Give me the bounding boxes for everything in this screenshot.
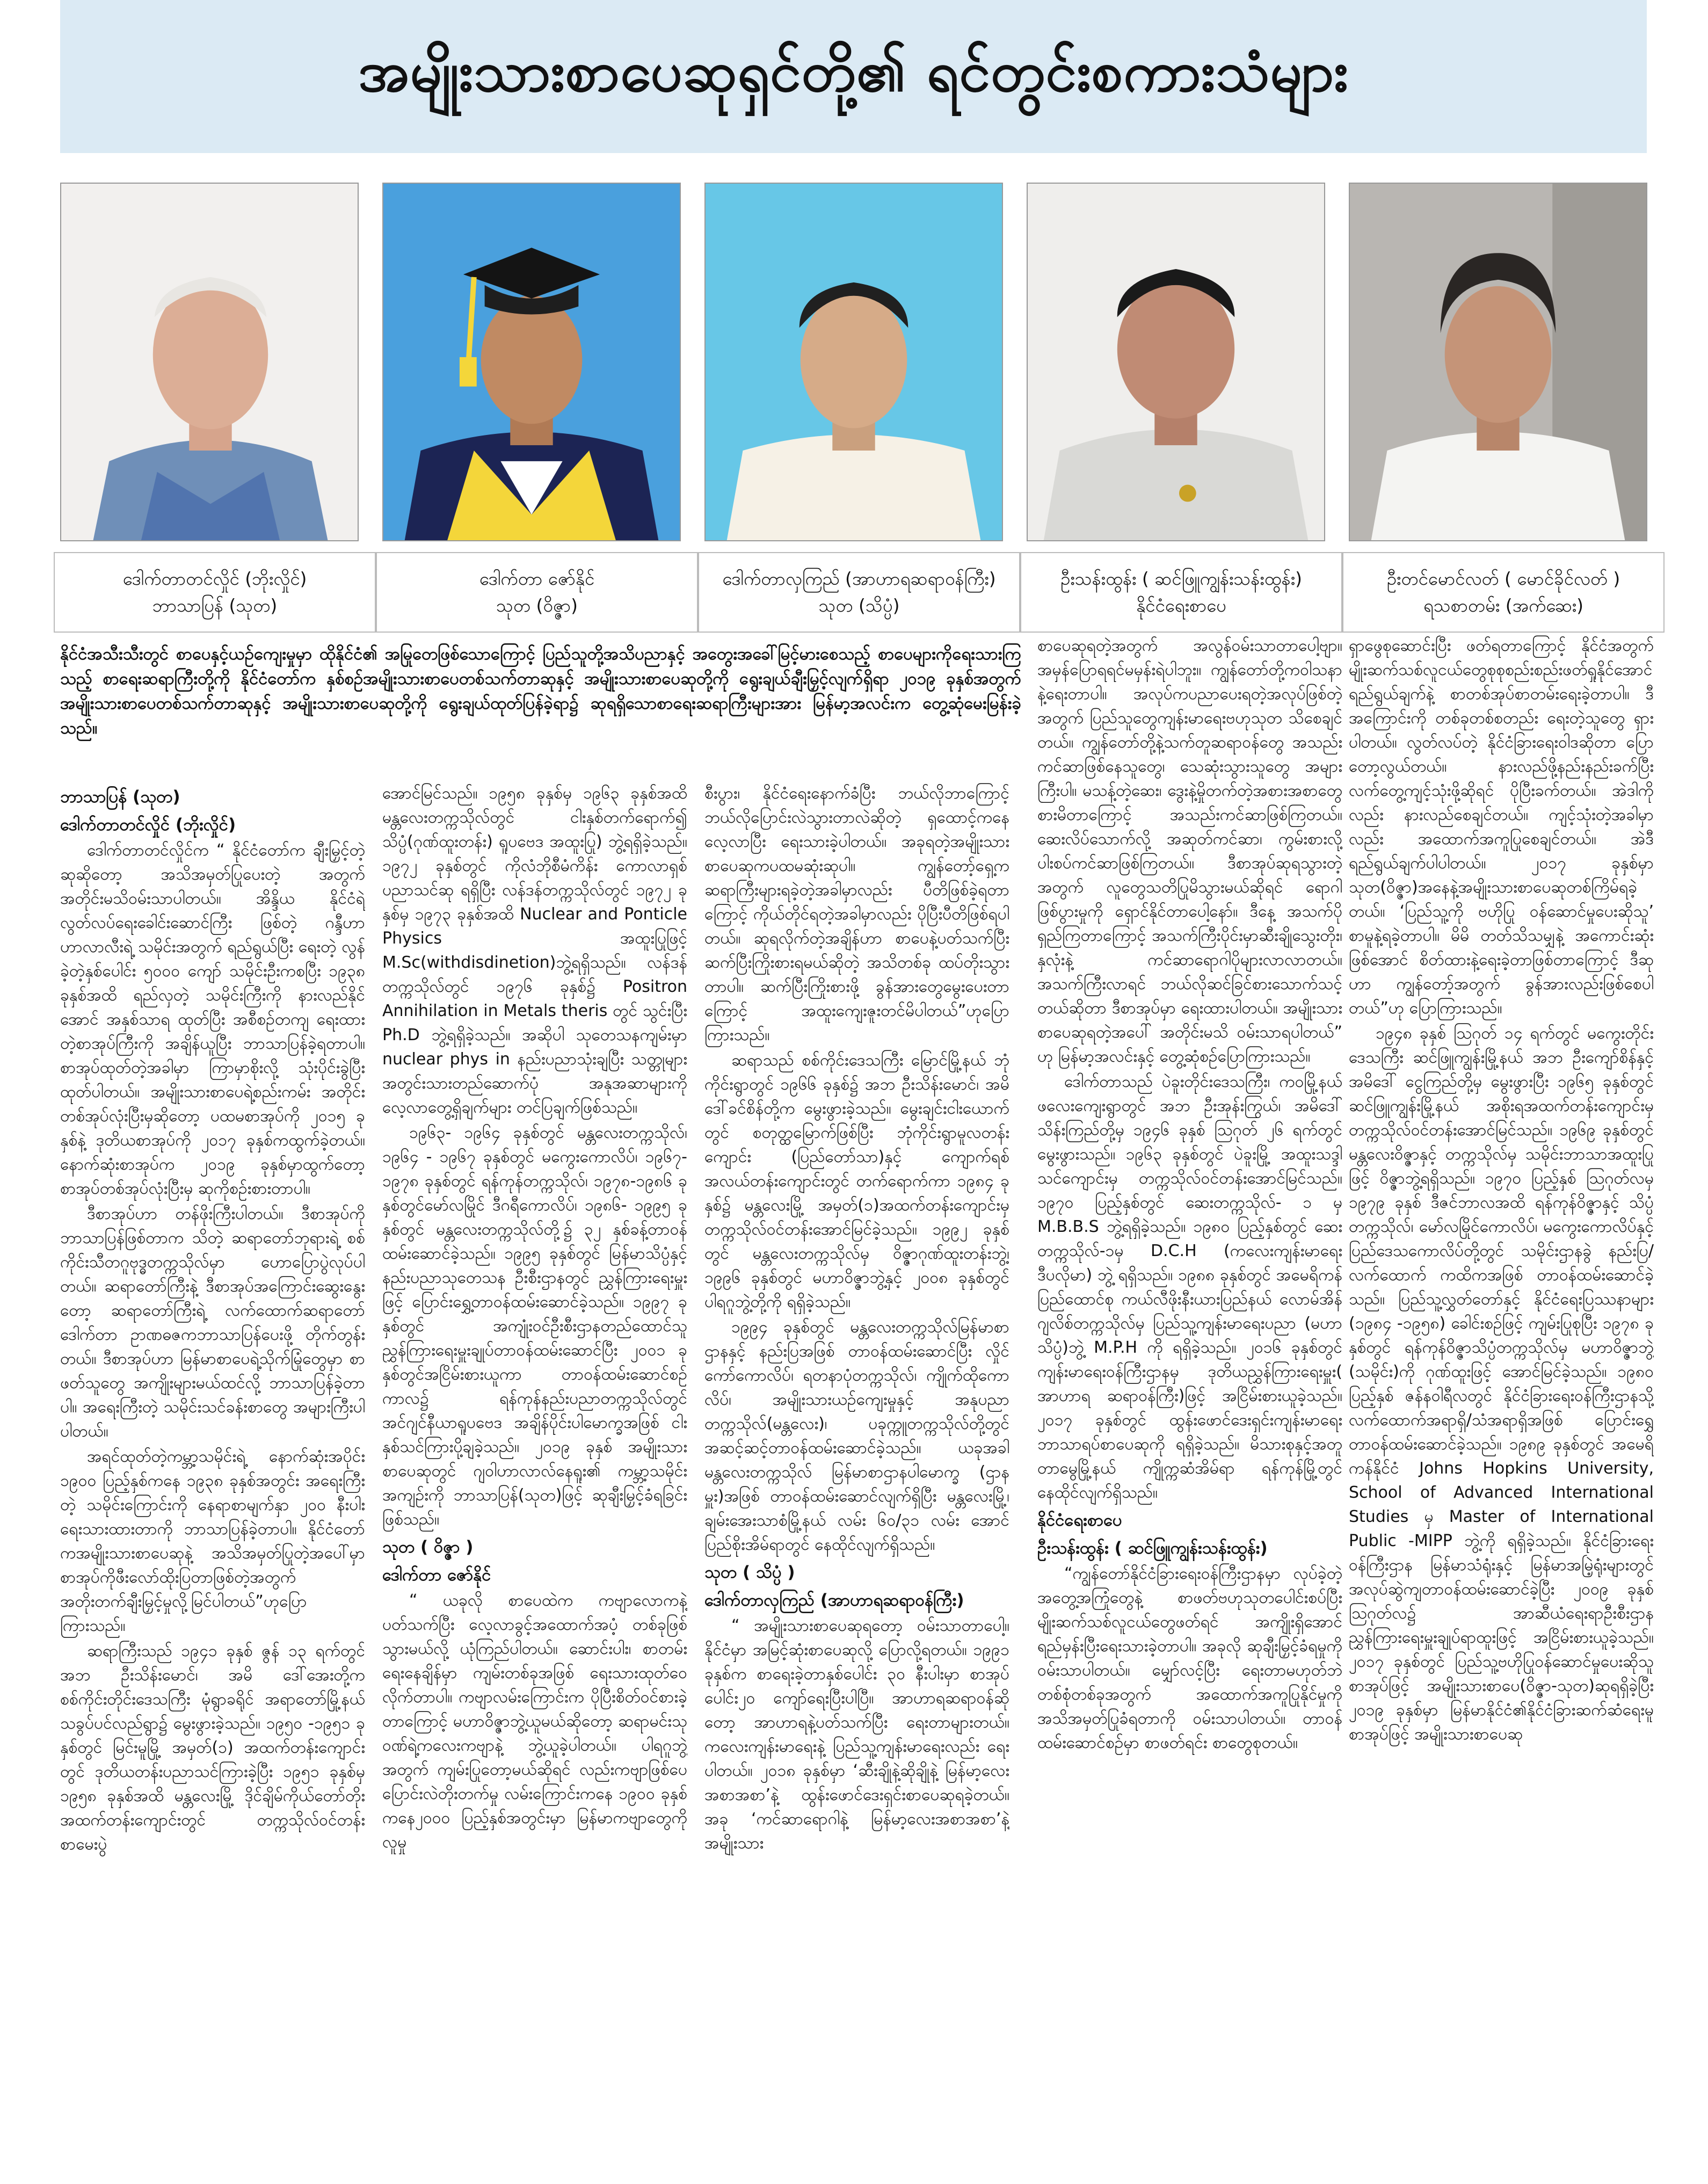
section-heading: သုတ ( ဝိဇ္ဇာ )	[382, 1537, 474, 1557]
article-column-3	[704, 781, 1009, 2172]
article-paragraph: “ကျွန်တော်နိုင်ငံခြားရေးဝန်ကြီးဌာနမှာ လုပ်ခဲ့တဲ့အတွေ့အကြုံတွေနဲ့ စာဖတ်ဗဟုသုတပေါင်းစပ်ပြီး မျိုးဆက်သစ်လူငယ်တွေဖတ်ရင် အကျိုးရှိအောင် ရည်မှန်းပြီးရေးသားခဲ့တာပါ။ အခုလို ဆုချီးမြှင့်ခံရမှုကို ဝမ်းသာပါတယ်။ မျှော်လင့်ပြီး ရေးတာမဟုတ်ဘဲ တစ်စုံတစ်ခုအတွက် အထောက်အကူပြုနိုင်မှုကို အသိအမှတ်ပြုခံရတာကို ဝမ်းသာပါတယ်။ တာဝန်ထမ်းဆောင်စဉ်မှာ စာဖတ်ရင်း စာတွေစုတယ်။	[1037, 1564, 1342, 1752]
article-column-2	[382, 781, 687, 2172]
section-heading: ဦးသန်းထွန်း ( ဆင်ဖြူကျွန်းသန်းထွန်း)	[1037, 1539, 1268, 1558]
photo-caption-4	[1020, 552, 1342, 633]
caption-category: သုတ (ဝိဇ္ဇာ)	[496, 595, 578, 616]
caption-name: ဒေါက်တာတင်လှိုင် (ဘိုးလှိုင်)	[122, 568, 307, 589]
article-paragraph: “ ယခုလို စာပေထဲက ကဗျာလောကနဲ့ ပတ်သက်ပြီး လေ့လာခွင့်အထောက်အပံ့ တစ်ခုဖြစ်သွားမယ်လို့ ယုံကြည်ပါတယ်။ ဆောင်းပါး၊ စာတမ်းရေးနေချိန်မှာ ကျမ်းတစ်ခုအဖြစ် ရေးသားထုတ်ဝေလိုက်တာပါ။ ကဗျာလမ်းကြောင်းက ပိုပြီးစိတ်ဝင်စားခဲ့တာကြောင့် မဟာဝိဇ္ဇာဘွဲ့ယူမယ်ဆိုတော့ ဆရာမင်းသုဝဏ်ရဲ့ကလေးကဗျာနဲ့ ဘွဲ့ယူခဲ့ပါတယ်။ ပါရဂူဘွဲ့အတွက် ကျမ်းပြုတော့မယ်ဆိုရင် လည်းကဗျာဖြစ်ပေ ပြောင်းလဲတိုးတက်မှု လမ်းကြောင်းကနေ ၁၉၀၀ ခုနှစ်ကနေ၂၀၀၀ ပြည့်နှစ်အတွင်းမှာ မြန်မာကဗျာတွေကို လူမှု	[382, 1591, 687, 1852]
article-paragraph: ဒေါက်တာသည် ပဲခူးတိုင်းဒေသကြီး၊ ကဝမြို့နယ် ဖလေးကျေးရွာတွင် အဘ ဦးအုန်းကြွယ်၊ အမိဒေါ်သိန်းကြည်တို့မှ ၁၉၄၆ ခုနှစ် ဩဂုတ် ၂၆ ရက်တွင် မွေးဖွားသည်။ ၁၉၆၃ ခုနှစ်တွင် ပဲခူးမြို့ အထူးသဒ္ဒါသင်ကျောင်းမှ တက္ကသိုလ်ဝင်တန်းအောင်မြင်သည်။ ၁၉၇၀ ပြည့်နှစ်တွင် ဆေးတက္ကသိုလ်- ၁ မှ M.B.B.S ဘွဲ့ရရှိခဲ့သည်။ ၁၉၈၀ ပြည့်နှစ်တွင် ဆေးတက္ကသိုလ်-၁မှ D.C.H (ကလေးကျန်းမာရေးဒီပလိုမာ) ဘွဲ့ ရရှိသည်။ ၁၉၈၈ ခုနှစ်တွင် အမေရိကန်ပြည်ထောင်စု ကယ်လီဖိုးနီးယားပြည်နယ် လောမ်အိန်ဂျလိစ်တက္ကသိုလ်မှ ပြည်သူ့ကျန်းမာရေးပညာ (မဟာသိပ္ပံ)ဘွဲ့ M.P.H ကို ရရှိခဲ့သည်။ ၂၀၁၆ ခုနှစ်တွင် ကျန်းမာရေးဝန်ကြီးဌာနမှ ဒုတိယညွှန်ကြားရေးမှူး( အာဟာရ ဆရာဝန်ကြီး)ဖြင့် အငြိမ်းစားယူခဲ့သည်။ ၂၀၁၇ ခုနှစ်တွင် ထွန်းဖောင်ဒေးရှင်းကျန်းမာရေးဘာသာရပ်စာပေဆုကို ရရှိခဲ့သည်။ မိသားစုနှင့်အတူ တာမွေမြို့နယ် ကျိုက္ကဆံအိမ်ရာ ရန်ကုန်မြို့တွင် နေထိုင်လျက်ရှိသည်။	[1037, 1072, 1342, 1502]
photo-caption-3	[698, 552, 1020, 633]
caption-category: ရသစာတမ်း (အက်ဆေး)	[1423, 595, 1584, 616]
article-column-1	[60, 781, 365, 2172]
article-paragraph: ရှာဖွေစုဆောင်းပြီး ဖတ်ရတာကြောင့် နိုင်ငံအတွက် မျိုးဆက်သစ်လူငယ်တွေစုစုစည်းစည်းဖတ်ရှုနိုင်အောင်ရည်ရွယ်ချက်နဲ့ စာတစ်အုပ်စာတမ်းရေးခဲ့တာပါ။ ဒီအကြောင်းကို တစ်ခုတစ်စတည်း ရေးတဲ့သူတွေ ရှားပါတယ်။ လွတ်လပ်တဲ့ နိုင်ငံခြားရေးဝါဒဆိုတာ ပြောတော့လွယ်တယ်။ နားလည်ဖို့နည်းနည်းခက်ပြီး လက်တွေ့ကျင့်သုံးဖို့ဆိုရင် ပိုပြီးခက်တယ်။ အဲဒါကိုလည်း နားလည်စေချင်တယ်။ ကျင့်သုံးတဲ့အခါမှာလည်း အထောက်အကူပြုစေချင်တယ်။ အဲဒီရည်ရွယ်ချက်ပါပါတယ်။ ၂၀၁၇ ခုနှစ်မှာ သုတ(ဝိဇ္ဇာ)အနေနဲ့အမျိုးသားစာပေဆုတစ်ကြိမ်ရခဲ့တယ်။ ‘ပြည်သူ့ကို ဗဟိုပြု ဝန်ဆောင်မှုပေးဆိုသူ’ စာမူနဲ့ရခဲ့တာပါ။ မိမိ တတ်သိသမျှနဲ့ အကောင်းဆုံးဖြစ်အောင် စိတ်ထားနဲ့ရေးခဲ့တာဖြစ်တာကြောင့် ဒီဆုဟာ ကျွန်တော့်အတွက် ခွန်အားလည်းဖြစ်စေပါတယ်”ဟု ပြောကြားသည်။	[1349, 636, 1654, 1018]
article-column-4	[1037, 634, 1342, 2172]
headline: အမျိုးသားစာပေဆုရှင်တို့၏ ရင်တွင်းစကားသံများ	[358, 38, 1349, 104]
article-paragraph: ဆရာကြီးသည် ၁၉၄၁ ခုနှစ် ဇွန် ၁၃ ရက်တွင် အဘ ဦးသိန်းမောင်၊ အမိ ဒေါ်အေးတို့က စစ်ကိုင်းတိုင်းဒေသကြီး မုံရွာခရိုင် အရာတော်မြို့နယ် သခွပ်ပင်လည်ရွာ၌ မွေးဖွားခဲ့သည်။ ၁၉၅၀ -၁၉၅၁ ခုနှစ်တွင် မြင်းမူမြို့ အမှတ်(၁) အထက်တန်းကျောင်းတွင် ဒုတိယတန်းပညာသင်ကြားခဲ့ပြီး ၁၉၅၁ ခုနှစ်မှ ၁၉၅၈ ခုနှစ်အထိ မန္တလေးမြို့ ဒိုင်ချိမ်ကိုယ်တော်တိုးအထက်တန်းကျောင်းတွင် တက္ကသိုလ်ဝင်တန်းစာမေးပွဲ	[60, 1642, 365, 1854]
article-paragraph: ဒီစာအုပ်ဟာ တန်ဖိုးကြီးပါတယ်။ ဒီစာအုပ်ကို ဘာသာပြန်ဖြစ်တာက သိတဲ့ ဆရာတော်ဘုရားရဲ့ စစ်ကိုင်းသီတဂူဗုဒ္ဓတက္ကသိုလ်မှာ ဟောပြောပွဲလုပ်ပါတယ်။ ဆရာတော်ကြီးနဲ့ ဒီစာအုပ်အကြောင်းဆွေးနွေးတော့ ဆရာတော်ကြီးရဲ့ လက်ထောက်ဆရာတော် ဒေါက်တာ ဥာဏဓဇကဘာသာပြန်ပေးဖို့ တိုက်တွန်းတယ်။ ဒီစာအုပ်ဟာ မြန်မာစာပေရဲ့သိုက်မြုံတွေမှာ စာဖတ်သူတွေ အကျိုးများမယ်ထင်လို့ ဘာသာပြန်ခဲ့တာပါ။ အရေးကြီးတဲ့ သမိုင်းသင်ခန်းစာတွေ အများကြီးပါပါတယ်။	[60, 1205, 365, 1441]
section-heading: ဒေါက်တာ ဇော်နိုင်	[382, 1565, 491, 1585]
photo-caption-2	[376, 552, 698, 633]
portrait-photo-4	[1027, 183, 1325, 541]
section-heading: နိုင်ငံရေးစာပေ	[1037, 1511, 1122, 1530]
article-column-5	[1349, 634, 1654, 2172]
portrait-photo-5	[1349, 183, 1647, 541]
caption-name: ဦးတင်မောင်လတ် ( မောင်ခိုင်လတ် )	[1386, 568, 1620, 589]
section-heading: သုတ ( သိပ္ပံ )	[704, 1563, 795, 1582]
caption-category: ဘာသာပြန် (သုတ)	[152, 595, 278, 616]
section-heading: ဘာသာပြန် (သုတ)	[60, 787, 180, 807]
article-paragraph: စာပေဆုရတဲ့အတွက် အလွန်ဝမ်းသာတာပေါ့ဗျာ။ အမှန်ပြောရရင်မမှန်းရဲပါဘူး။ ကျွန်တော်တို့ကဝါသနာနဲ့ရေးတာပါ။ အလုပ်ကပညာပေးရတဲ့အလုပ်ဖြစ်တဲ့အတွက် ပြည်သူတွေကျန်းမာရေးဗဟုသုတ သိစေချင်တယ်။ ကျွန်တော်တို့နဲ့သက်တူဆရာဝန်တွေ အသည်းကင်ဆာဖြစ်နေသူတွေ၊ သေဆုံးသွားသူတွေ အများကြီးပါ။ မသန့်တဲ့ဆေး၊ ဒွေးနဲ့မှိုတက်တဲ့အစားအစာတွေ စားမိတာကြောင့် အသည်းကင်ဆာဖြစ်ကြတယ်။ ဆေးလိပ်သောက်လို့ အဆုတ်ကင်ဆာ၊ ကွမ်းစားလို့ပါးစပ်ကင်ဆာဖြစ်ကြတယ်။ ဒီစာအုပ်ဆုရသွားတဲ့အတွက် လူတွေသတိပြုမိသွားမယ်ဆိုရင် ရောဂါဖြစ်ပွားမှုကို ရှောင်နိုင်တာပေါ့နော်။ ဒီနေ့ အသက်ပိုရှည်ကြတာကြောင့် အသက်ကြီးပိုင်းမှာဆီးချိုသွေးတိုး၊ နှလုံးနဲ့ ကင်ဆာရောဂါပိုများလာလာတယ်။ အသက်ကြီးလာရင် ဘယ်လိုဆင်ခြင်စားသောက်သင့်တယ်ဆိုတာ ဒီစာအုပ်မှာ ရေးထားပါတယ်။ အမျိုးသားစာပေဆုရတဲ့အပေါ် အတိုင်းမသိ ဝမ်းသာရပါတယ်” ဟု မြန်မာ့အလင်းနှင့် တွေ့ဆုံစဉ်ပြောကြားသည်။	[1037, 636, 1342, 1066]
article-paragraph: ၁၉၄၈ ခုနှစ် ဩဂုတ် ၁၄ ရက်တွင် မကွေးတိုင်းဒေသကြီး ဆင်ဖြူကျွန်းမြို့နယ် အဘ ဦးကျော်စိန်နှင့်အမိဒေါ် ငွေကြည်တို့မှ မွေးဖွားပြီး ၁၉၆၅ ခုနှစ်တွင် ဆင်ဖြူကျွန်းမြို့နယ် အစိုးရအထက်တန်းကျောင်းမှ တက္ကသိုလ်ဝင်တန်းအောင်မြင်သည်။ ၁၉၆၉ ခုနှစ်တွင် မန္တလေးဝိဇ္ဇာနှင့် တက္ကသိုလ်မှ သမိုင်းဘာသာအထူးပြုဖြင့် ဝိဇ္ဇာဘွဲ့ရရှိသည်။ ၁၉၇၀ ပြည့်နှစ် ဩဂုတ်လမှ ၁၉၇၉ ခုနှစ် ဒီဇင်ဘာလအထိ ရန်ကုန်ဝိဇ္ဇာနှင့် သိပ္ပံတက္ကသိုလ်၊ မော်လမြိုင်ကောလိပ်၊ မကွေးကောလိပ်နှင့် ပြည်ဒေသကောလိပ်တို့တွင် သမိုင်းဌာနခွဲ နည်းပြ/ လက်ထောက် ကထိကအဖြစ် တာဝန်ထမ်းဆောင်ခဲ့သည်။ ပြည်သူ့လွှတ်တော်နှင့် နိုင်ငံရေးပြဿနာများ (၁၉၈၄ -၁၉၅၈) ခေါင်းစဉ်ဖြင့် ကျမ်းပြုစုပြီး ၁၉၇၈ ခုနှစ်တွင် ရန်ကုန်ဝိဇ္ဇာသိပ္ပံတက္ကသိုလ်မှ မဟာဝိဇ္ဇာဘွဲ့ (သမိုင်း)ကို ဂုဏ်ထူးဖြင့် အောင်မြင်ခဲ့သည်။ ၁၉၈၀ ပြည့်နှစ် ဇန်နဝါရီလတွင် နိုင်ငံခြားရေးဝန်ကြီးဌာနသို့ လက်ထောက်အရာရှိ/သံအရာရှိအဖြစ် ပြောင်းရွှေ့တာဝန်ထမ်းဆောင်ခဲ့သည်။ ၁၉၈၉ ခုနှစ်တွင် အမေရိကန်နိုင်ငံ Johns Hopkins University, School of Advanced International Studies မှ Master of International Public -MIPP ဘွဲ့ကို ရရှိခဲ့သည်။ နိုင်ငံခြားရေးဝန်ကြီးဌာန မြန်မာသံရုံးနှင့် မြန်မာအမြဲ့ရုံးများတွင် အလုပ်ဆွဲကျတာဝန်ထမ်းဆောင်ခဲ့ပြီး ၂၀၀၉ ခုနှစ် ဩဂုတ်လ၌ အာဆီယံရေးရာဦးစီးဌာန ညွှန်ကြားရေးမှူးချုပ်ရာထူးဖြင့် အငြိမ်းစားယူခဲ့သည်။ ၂၀၁၇ ခုနှစ်တွင် ပြည်သူ့ဗဟိုပြုဝန်ဆောင်မှုပေးဆိုသူ စာအုပ်ဖြင့် အမျိုးသားစာပေ(ဝိဇ္ဇာ-သုတ)ဆုရရှိခဲ့ပြီး ၂၀၁၉ ခုနှစ်မှာ မြန်မာနိုင်ငံ၏နိုင်ငံခြားဆက်ဆံရေးမူ စာအုပ်ဖြင့် အမျိုးသားစာပေဆု	[1349, 1024, 1654, 1744]
section-heading: ဒေါက်တာတင်လှိုင် (ဘိုးလှိုင်)	[60, 815, 236, 835]
article-paragraph: ဒေါက်တာတင်လှိုင်က “ နိုင်ငံတော်က ချီးမြှင့်တဲ့ ဆုဆိုတော့ အသိအမှတ်ပြုပေးတဲ့ အတွက် အတိုင်းမသိဝမ်းသာပါတယ်။ အိန္ဒိယ နိုင်ငံရဲ့ လွတ်လပ်ရေးခေါင်းဆောင်ကြီး ဖြစ်တဲ့ ဂန္ဒီဟာ ဟာလာလီးရဲ့ သမိုင်းအတွက် ရည်ရွယ်ပြီး ရေးတဲ့ လွန်ခဲ့တဲ့နှစ်ပေါင်း ၅၀၀၀ ကျော် သမိုင်းဦးကစပြီး ၁၉၃၈ ခုနှစ်အထိ ရည်လှတဲ့ သမိုင်းကြီးကို နားလည်နိုင်အောင် အနှစ်သာရ ထုတ်ပြီး အစီစဉ်တကျ ရေးထားတဲ့စာအုပ်ကြီးကို အချိန်ယူပြီး ဘာသာပြန်ခဲ့ရတာပါ။ စာအုပ်ထုတ်တဲ့အခါမှာ ကြာမှာစိုးလို့ သုံးပိုင်းခွဲပြီး ထုတ်ပါတယ်။ အမျိုးသားစာပေရဲ့စည်းကမ်း အတိုင်းတစ်အုပ်လုံးပြီးမှဆိုတော့ ပထမစာအုပ်ကို ၂၀၁၅ ခုနှစ်နဲ့ ဒုတိယစာအုပ်ကို ၂၀၁၇ ခုနှစ်ကထွက်ခဲ့တယ်။ နောက်ဆုံးစာအုပ်က ၂၀၁၉ ခုနှစ်မှာထွက်တော့ စာအုပ်တစ်အုပ်လုံးပြီးမှ ဆုကိုစဉ်းစားတာပါ။	[60, 841, 365, 1198]
article-paragraph: ၁၉၉၄ ခုနှစ်တွင် မန္တလေးတက္ကသိုလ်မြန်မာစာဌာနနှင့် နည်းပြအဖြစ် တာဝန်ထမ်းဆောင်ပြီး လှိုင်ကော်ကောလိပ်၊ ရတနာပုံတက္ကသိုလ်၊ ကျိုက်ထိုကောလိပ်၊ အမျိုးသားယဉ်ကျေးမှုနှင့် အနုပညာတက္ကသိုလ်(မန္တလေး)၊ ပခုက္ကူတက္ကသိုလ်တို့တွင် အဆင့်ဆင့်တာဝန်ထမ်းဆောင်ခဲ့သည်။ ယခုအခါ မန္တလေးတက္ကသိုလ် မြန်မာစာဌာနပါမောက္ခ (ဌာနမှူး)အဖြစ် တာဝန်ထမ်းဆောင်လျက်ရှိပြီး မန္တလေးမြို့၊ ချမ်းအေးသာစံမြို့နယ် လမ်း ၆၀/၃၁ လမ်း အောင်ပြည်စိုးအိမ်ရာတွင် နေထိုင်လျက်ရှိသည်။	[704, 1318, 1009, 1554]
headline-banner	[60, 0, 1647, 153]
portrait-photo-3	[704, 183, 1003, 541]
portrait-photo-1	[60, 183, 359, 541]
caption-name: ဒေါက်တာလှကြည် (အာဟာရဆရာဝန်ကြီး)	[722, 568, 996, 589]
caption-category: သုတ (သိပ္ပံ)	[818, 595, 900, 616]
article-paragraph: ဆရာသည် စစ်ကိုင်းဒေသကြီး မြောင်မြို့နယ် ဘုံကိုင်းရွာတွင် ၁၉၆၆ ခုနှစ်၌ အဘ ဦးသိန်းမောင်၊ အမိ ဒေါ်ခင်စိန်တို့က မွေးဖွားခဲ့သည်။ မွေးချင်းငါးယောက်တွင် စတုတ္ထမြောက်ဖြစ်ပြီး ဘုံကိုင်းရွာမူလတန်းကျောင်း (ပြည်တော်သာ)နှင့် ကျောက်ရစ်အလယ်တန်းကျောင်းတွင် တက်ရောက်ကာ ၁၉၈၄ ခုနှစ်၌ မန္တလေးမြို့ အမှတ်(၁)အထက်တန်းကျောင်းမှ တက္ကသိုလ်ဝင်တန်းအောင်မြင်ခဲ့သည်။ ၁၉၉၂ ခုနှစ်တွင် မန္တလေးတက္ကသိုလ်မှ ဝိဇ္ဇာဂုဏ်ထူးတန်းဘွဲ့၊ ၁၉၉၆ ခုနှစ်တွင် မဟာဝိဇ္ဇာဘွဲ့နှင့် ၂၀၀၈ ခုနှစ်တွင် ပါရဂူဘွဲ့တို့ကို ရရှိခဲ့သည်။	[704, 1051, 1009, 1311]
article-paragraph: အောင်မြင်သည်။ ၁၉၅၈ ခုနှစ်မှ ၁၉၆၃ ခုနှစ်အထိ မန္တလေးတက္ကသိုလ်တွင် ငါးနှစ်တက်ရောက်၍ သိပ္ပံ(ဂုဏ်ထူးတန်း) ရူပဗေဒ အထူးပြု) ဘွဲ့ရရှိခဲ့သည်။ ၁၉၇၂ ခုနှစ်တွင် ကိုလံဘိုစီမံကိန်း ကောလာရှစ်ပညာသင်ဆု ရရှိပြီး လန်ဒန်တက္ကသိုလ်တွင် ၁၉၇၂ ခုနှစ်မှ ၁၉၇၃ ခုနှစ်အထိ Nuclear and Ponticle Physics အထူးပြုဖြင့် M.Sc(withdisdinetion)ဘွဲ့ရရှိသည်။ လန်ဒန်တက္ကသိုလ်တွင် ၁၉၇၆ ခုနှစ်၌ Positron Annihilation in Metals theris တွင် သွင်းပြီး Ph.D ဘွဲ့ရရှိခဲ့သည်။ အဆိုပါ သုတေသနကျမ်းမှာ nuclear phys in နည်းပညာသုံးချပြီး သတ္တုများ အတွင်းသားတည်ဆောက်ပုံ အနုအဆာများကို လေ့လာတွေ့ရှိချက်များ တင်ပြချက်ဖြစ်သည်။	[382, 784, 687, 1117]
article-paragraph: ၁၉၆၃- ၁၉၆၄ ခုနှစ်တွင် မန္တလေးတက္ကသိုလ်၊ ၁၉၆၄ - ၁၉၆၇ ခုနှစ်တွင် မကွေးကောလိပ်၊ ၁၉၆၇- ၁၉၇၈ ခုနှစ်တွင် ရန်ကုန်တက္ကသိုလ်၊ ၁၉၇၈-၁၉၈၆ ခုနှစ်တွင်မော်လမြိုင် ဒီဂရီကောလိပ်၊ ၁၉၈၆- ၁၉၉၅ ခုနှစ်တွင် မန္တလေးတက္ကသိုလ်တို့၌ ၃၂ နှစ်ခန့်တာဝန်ထမ်းဆောင်ခဲ့သည်။ ၁၉၉၅ ခုနှစ်တွင် မြန်မာသိပ္ပံနှင့် နည်းပညာသုတေသန ဦးစီးဌာနတွင် ညွှန်ကြားရေးမှူးဖြင့် ပြောင်းရွှေ့တာဝန်ထမ်းဆောင်ခဲ့သည်။ ၁၉၉၇ ခုနှစ်တွင် အကျုံးဝင်ဦးစီးဌာနတည်ထောင်သူ ညွှန်ကြားရေးမှူးချုပ်တာဝန်ထမ်းဆောင်ပြီး ၂၀၀၁ ခုနှစ်တွင်အငြိမ်းစားယူကာ တာဝန်ထမ်းဆောင်စဉ်ကာလ၌ ရန်ကုန်နည်းပညာတက္ကသိုလ်တွင် အင်ဂျင်နီယာရူပဗေဒ အချိန်ပိုင်းပါမောက္ခအဖြစ် ငါးနှစ်သင်ကြားပို့ချခဲ့သည်။ ၂၀၁၉ ခုနှစ် အမျိုးသားစာပေဆုတွင် ဂျဝါဟာလာလ်နေရူး၏ ကမ္ဘာ့သမိုင်းအကျဉ်းကို ဘာသာပြန်(သုတ)ဖြင့် ဆုချီးမြှင့်ခံရခြင်းဖြစ်သည်။	[382, 1123, 687, 1529]
portrait-photo-2	[382, 183, 681, 541]
article-paragraph: စီးပွား၊ နိုင်ငံရေးနောက်ခံပြီး ဘယ်လိုဘာကြောင့် ဘယ်လိုပြောင်းလဲသွားတာလဲဆိုတဲ့ ရှထောင့်ကနေလေ့လာပြီး ရေးသားခဲ့ပါတယ်။ အခုရတဲ့အမျိုးသားစာပေဆုကပထမဆုံးဆုပါ။ ကျွန်တော့်ရှေ့က ဆရာကြီးများရခဲ့တဲ့အခါမှာလည်း ပီတိဖြစ်ခဲ့ရတာကြောင့် ကိုယ်တိုင်ရတဲ့အခါမှာလည်း ပိုပြီးပီတိဖြစ်ရပါတယ်။ ဆုရလိုက်တဲ့အချိန်ဟာ စာပေနဲ့ပတ်သက်ပြီး ဆက်ပြီးကြိုးစားရမယ်ဆိုတဲ့ အသိတစ်ခု ထပ်တိုးသွားတာပါ။ ဆက်ပြီးကြိုးစားဖို့ ခွန်အားတွေမွေးပေးတာကြောင့် အထူးကျေးဇူးတင်မိပါတယ်”ဟုပြောကြားသည်။	[704, 784, 1009, 1044]
section-heading: ဒေါက်တာလှကြည် (အာဟာရဆရာဝန်ကြီး)	[704, 1591, 964, 1610]
caption-name: ဦးသန်းထွန်း ( ဆင်ဖြူကျွန်းသန်းထွန်း)	[1060, 568, 1302, 589]
photo-caption-5	[1342, 552, 1665, 633]
intro-paragraph: နိုင်ငံအသီးသီးတွင် စာပေနှင့်ယဉ်ကျေးမှုမှာ ထိုနိုင်ငံ၏ အမြုတေဖြစ်သောကြောင့် ပြည်သူတို့အသိပညာနှင့် အတွေးအခေါ်မြင့်မားစေသည့် စာပေများကိုရေးသားကြသည့် စာရေးဆရာကြီးတို့ကို နိုင်ငံတော်က နှစ်စဉ်အမျိုးသားစာပေတစ်သက်တာဆုနှင့် အမျိုးသားစာပေဆုတို့ကို ရွေးချယ်ချီးမြှင့်လျက်ရှိရာ ၂၀၁၉ ခုနှစ်အတွက် အမျိုးသားစာပေတစ်သက်တာဆုနှင့် အမျိုးသားစာပေဆုတို့ကို ရွေးချယ်ထုတ်ပြန်ခဲ့ရာ၌ ဆုရရှိသောစာရေးဆရာကြီးများအား မြန်မာ့အလင်းက တွေ့ဆုံမေးမြန်းခဲ့သည်။	[60, 644, 1021, 738]
caption-category: နိုင်ငံရေးစာပေ	[1136, 595, 1226, 616]
article-paragraph: အရင်ထုတ်တဲ့ကမ္ဘာ့သမိုင်းရဲ့ နောက်ဆုံးအပိုင်း ၁၉၀၀ ပြည့်နှစ်ကနေ ၁၉၃၈ ခုနှစ်အတွင်း အရေးကြီးတဲ့ သမိုင်းကြောင်းကို နေရာစာမျက်နှာ ၂၀၀ နီးပါးရေးသားထားတာကို ဘာသာပြန်ခဲ့တာပါ။ နိုင်ငံတော်ကအမျိုးသားစာပေဆုနဲ့ အသိအမှတ်ပြုတဲ့အပေါ်မှာ စာအုပ်ကိုဖီးလော်ထိုးပြတာဖြစ်တဲ့အတွက် အတိုးတက်ချီးမြှင့်မှုလို့မြင်ပါတယ်”ဟုပြောကြားသည်။	[60, 1447, 365, 1635]
photo-caption-1	[54, 552, 376, 633]
caption-name: ဒေါက်တာ ဇော်နိုင်	[479, 568, 595, 589]
article-paragraph: “ အမျိုးသားစာပေဆုရတော့ ဝမ်းသာတာပေါ့။ နိုင်ငံမှာ အမြင့်ဆုံးစာပေဆုလို့ ပြောလို့ရတယ်။ ၁၉၉၁ ခုနှစ်က စာရေးခဲ့တာနှစ်ပေါင်း ၃၀ နီးပါးမှာ စာအုပ်ပေါင်း၂၀ ကျော်ရေးပြီးပါပြီ။ အာဟာရဆရာဝန်ဆိုတော့ အာဟာရနဲ့ပတ်သက်ပြီး ရေးတာများတယ်။ ကလေးကျန်းမာရေးနဲ့ ပြည်သူ့ကျန်းမာရေးလည်း ရေးပါတယ်။ ၂၀၁၈ ခုနှစ်မှာ ‘ဆီးချိုနဲ့ဆိုချိုနဲ့ မြန်မာ့လေးအစာအစာ’နဲ့ ထွန်းဖောင်ဒေးရှင်းစာပေဆုရခဲ့တယ်။ အခု ‘ကင်ဆာရောဂါနဲ့ မြန်မာ့လေးအစာအစာ’နဲ့ အမျိုးသား	[704, 1616, 1009, 1853]
